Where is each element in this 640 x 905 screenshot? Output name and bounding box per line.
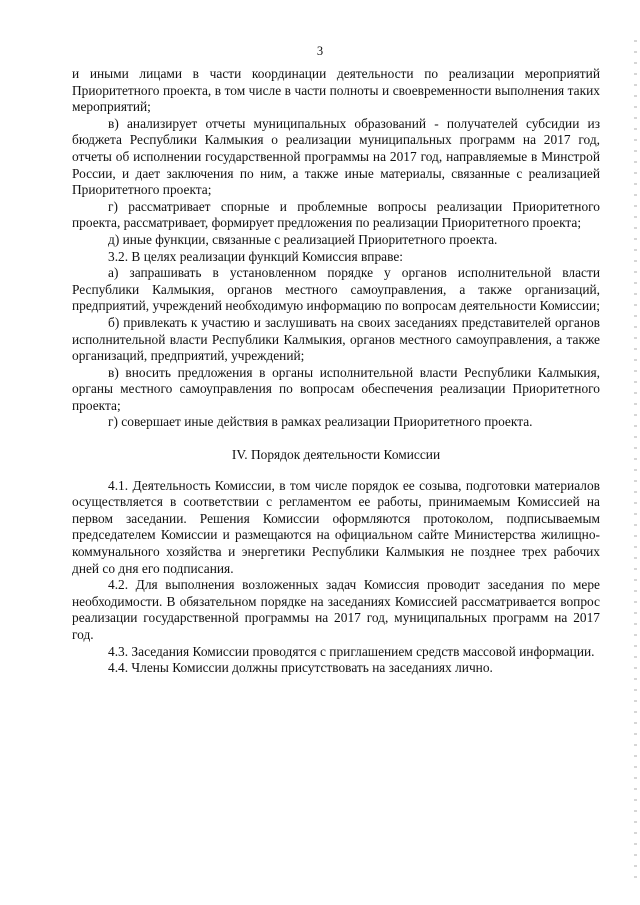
- paragraph-right-a: а) запрашивать в установленном порядке у органов исполнительной власти Республики Калмыкия, органов местного самоуправления, а также организаций, предприятий, учреждений необходимую информацию по вопросам деятельности Комиссии;: [72, 265, 600, 314]
- paragraph-3-2: 3.2. В целях реализации функций Комиссия вправе:: [108, 248, 403, 264]
- paragraph-item-v: в) анализирует отчеты муниципальных образований - получателей субсидии из бюджета Республики Калмыкия о реализации муниципальных программ на 2017 год, отчеты об исполнении государственной программы на 2017 год, направляемые в Минстрой России, и дает заключения по ним, а также иные материалы, связанные с реализацией Приоритетного проекта;: [72, 115, 600, 198]
- scan-edge-marks: [634, 40, 637, 880]
- paragraph-item-d: д) иные функции, связанные с реализацией Приоритетного проекта.: [108, 231, 498, 247]
- paragraph-4-1: 4.1. Деятельность Комиссии, в том числе порядок ее созыва, подготовки материалов осуществляется в соответствии с регламентом ее работы, принимаемым Комиссией на первом заседании. Решения Комиссии оформляются протоколом, подписываемым председателем Комиссии и размещаются на официальном сайте Министерства жилищно-коммунального хозяйства и энергетики Республики Калмыкия не позднее трех рабочих дней со дня его подписания.: [72, 477, 600, 576]
- paragraph-4-3: 4.3. Заседания Комиссии проводятся с приглашением средств массовой информации.: [108, 643, 595, 659]
- page-number: 3: [316, 44, 324, 58]
- paragraph-continuation: и иными лицами в части координации деятельности по реализации мероприятий Приоритетного проекта, в том числе в части полноты и своевременности выполнения таких мероприятий;: [72, 66, 600, 115]
- document-body: [72, 66, 600, 677]
- paragraph-right-g: г) совершает иные действия в рамках реализации Приоритетного проекта.: [108, 414, 533, 430]
- paragraph-right-v: в) вносить предложения в органы исполнительной власти Республики Калмыкия, органы местного самоуправления по вопросам обеспечения реализации Приоритетного проекта;: [72, 364, 600, 413]
- paragraph-right-b: б) привлекать к участию и заслушивать на своих заседаниях представителей органов исполнительной власти Республики Калмыкия, органов местного самоуправления, а также организаций, предприятий, учреждений;: [72, 314, 600, 364]
- paragraph-4-4: 4.4. Члены Комиссии должны присутствовать на заседаниях лично.: [108, 660, 493, 676]
- section-heading: IV. Порядок деятельности Комиссии: [231, 447, 441, 463]
- paragraph-4-2: 4.2. Для выполнения возложенных задач Комиссия проводит заседания по мере необходимости. В обязательном порядке на заседаниях Комиссией рассматривается вопрос реализации государственной программы на 2017 год, муниципальных программ на 2017 год.: [72, 577, 600, 642]
- paragraph-item-g: г) рассматривает спорные и проблемные вопросы реализации Приоритетного проекта, рассматривает, формирует предложения по реализации Приоритетного проекта;: [72, 198, 600, 231]
